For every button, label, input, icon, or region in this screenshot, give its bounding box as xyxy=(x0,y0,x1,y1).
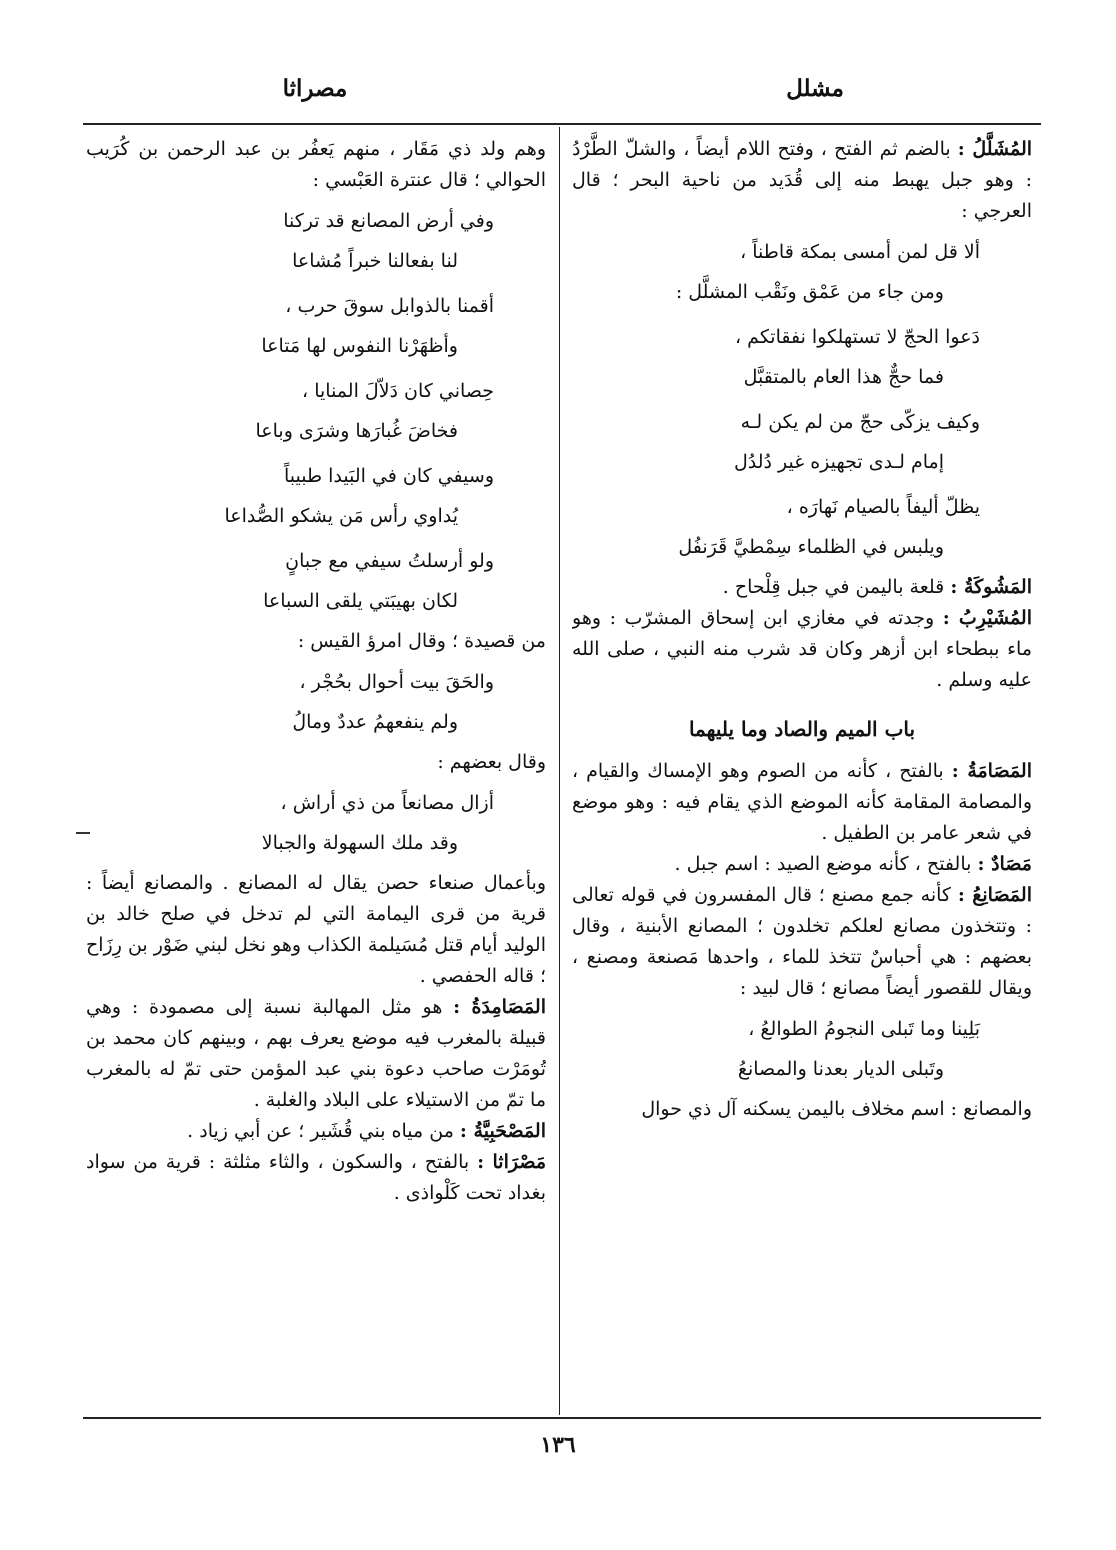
verse-first-hemistich: دَعوا الحجّ لا تستهلكوا نفقاتكم ، xyxy=(735,326,980,348)
dictionary-entry xyxy=(572,134,1032,227)
verse-first-hemistich: أزال مصانعاً من ذي أراش ، xyxy=(280,792,494,814)
verse-second-hemistich: فخاضَ غُبارَها وشرَى وباعا xyxy=(255,420,458,442)
entry-headword: مَصَادٌ : xyxy=(977,853,1032,875)
verse-first-hemistich: يظلّ أليفاً بالصيام نَهارَه ، xyxy=(786,496,980,518)
dictionary-entry xyxy=(86,134,546,196)
entry-text: وقال بعضهم : xyxy=(437,751,546,773)
entry-headword: المَصَانِعُ : xyxy=(957,884,1032,906)
dictionary-entry xyxy=(86,747,546,778)
entry-text: كأنه جمع مصنع ؛ قال المفسرون في قوله تعالى : وتتخذون مصانع لعلكم تخلدون ؛ المصانع الأبنية ، وقال بعضهم : هي أحباسٌ تتخذ للماء ، واحدها مَصنعة ومصنع ، ويقال للقصور أيضاً مصانع ؛ قال لبيد : xyxy=(572,884,1032,999)
entry-headword: المَشُوكَةُ : xyxy=(950,576,1032,598)
verse-first-hemistich: حِصاني كان دَلاّلَ المنايا ، xyxy=(302,380,494,402)
verse-second-hemistich: وقد ملك السهولة والجبالا xyxy=(261,832,458,854)
entry-text: والمصانع : اسم مخلاف باليمن يسكنه آل ذي حوال xyxy=(641,1098,1032,1120)
top-rule xyxy=(83,123,1041,125)
entry-headword: المَصَامَةُ : xyxy=(951,760,1032,782)
dictionary-entry xyxy=(86,1147,546,1209)
running-head-left: مصراثا xyxy=(282,75,348,102)
poem-verse xyxy=(86,286,546,366)
entry-headword: المُشَلَّلُ : xyxy=(957,138,1032,160)
verse-second-hemistich: لكان بهيبَتي يلقى السباعا xyxy=(263,590,458,612)
entry-text: قلعة باليمن في جبل قِلْحاح . xyxy=(722,576,945,598)
verse-second-hemistich: فما حجٌّ هذا العام بالمتقبَّل xyxy=(743,366,944,388)
poem-verse xyxy=(86,201,546,281)
verse-second-hemistich: ويلبس في الظلماء سِمْطيَّ قَرَنفُل xyxy=(678,536,944,558)
entry-text: بالفتح ، والسكون ، والثاء مثلثة : قرية من سواد بغداد تحت كَلْواذى . xyxy=(86,1151,546,1204)
right-column xyxy=(572,130,1032,1410)
dictionary-entry xyxy=(572,572,1032,603)
verse-first-hemistich: وسيفي كان في البَيدا طبيباً xyxy=(283,465,494,487)
dictionary-entry xyxy=(572,849,1032,880)
entry-text: وبأعمال صنعاء حصن يقال له المصانع . والمصانع أيضاً : قرية من قرى اليمامة التي لم تدخل في صلح خالد بن الوليد أيام قتل مُسَيلمة الكذاب وهو نخل لبني ضَوْر بن رِزَاح ؛ قاله الحفصي . xyxy=(86,872,546,987)
verse-first-hemistich: وكيف يزكّى حجّ من لم يكن لـه xyxy=(740,411,980,433)
dictionary-entry xyxy=(572,603,1032,696)
entry-text: بالفتح ، كأنه موضع الصيد : اسم جبل . xyxy=(674,853,972,875)
poem-verse xyxy=(86,371,546,451)
poem-verse xyxy=(86,783,546,863)
entry-headword: المَصْحَبِيَّةُ : xyxy=(459,1120,546,1142)
verse-first-hemistich: بَلِينا وما تَبلى النجومُ الطوالعُ ، xyxy=(748,1018,980,1040)
poem-verse xyxy=(86,662,546,742)
running-head-right: مشلل xyxy=(786,75,844,102)
entry-headword: مَصْرَاثا : xyxy=(477,1151,546,1173)
verse-second-hemistich: يُداوي رأس مَن يشكو الصُّداعا xyxy=(224,505,458,527)
verse-first-hemistich: وفي أرض المصانع قد تركنا xyxy=(283,210,494,232)
entry-headword: المُشَيْرِبُ : xyxy=(942,607,1032,629)
entry-text: هو مثل المهالبة نسبة إلى مصمودة : وهي قبيلة بالمغرب فيه موضع يعرف بهم ، وبينهم كان محمد بن تُومَرْت صاحب دعوة بني عبد المؤمن حتى تمّ له بالمغرب ما تمّ من الاستيلاء على البلاد والغلبة . xyxy=(86,996,546,1111)
entry-text: وهم ولد ذي مَقَار ، منهم يَعفُر بن عبد الرحمن بن كُرَيب الحوالي ؛ قال عنترة العَبْسي : xyxy=(86,138,546,191)
column-divider xyxy=(559,127,560,1415)
verse-second-hemistich: لنا بفعالنا خبراً مُشاعا xyxy=(292,250,458,272)
verse-first-hemistich: ولو أرسلتُ سيفي مع جبانٍ xyxy=(285,550,494,572)
verse-second-hemistich: إمام لـدى تجهيزه غير دُلدُل xyxy=(733,451,944,473)
poem-verse xyxy=(572,317,1032,397)
poem-verse xyxy=(86,541,546,621)
dictionary-entry xyxy=(572,880,1032,1004)
entry-text: بالفتح ، كأنه من الصوم وهو الإمساك والقيام ، والمصامة المقامة كأنه الموضع الذي يقام فيه : وهو موضع في شعر عامر بن الطفيل . xyxy=(572,760,1032,844)
verse-second-hemistich: ومن جاء من عَمْق ونَقْب المشلَّل : xyxy=(675,281,944,303)
dictionary-entry xyxy=(86,626,546,657)
dictionary-entry xyxy=(86,1116,546,1147)
entry-text: بالضم ثم الفتح ، وفتح اللام أيضاً ، والشلّ الطَّرْدُ : وهو جبل يهبط منه إلى قُدَيد من ناحية البحر ؛ قال العرجي : xyxy=(572,138,1032,222)
page-number: ١٣٦ xyxy=(540,1432,576,1458)
dictionary-entry xyxy=(572,756,1032,849)
poem-verse xyxy=(572,402,1032,482)
verse-second-hemistich: وأظهَرْنا النفوس لها مَتاعا xyxy=(261,335,458,357)
poem-verse xyxy=(572,232,1032,312)
entry-headword: المَصَامِدَةُ : xyxy=(453,996,546,1018)
verse-second-hemistich: وتَبلى الديار بعدنا والمصانعُ xyxy=(737,1058,944,1080)
dictionary-entry xyxy=(86,868,546,992)
poem-verse xyxy=(572,1009,1032,1089)
bottom-rule xyxy=(83,1417,1041,1419)
section-title: باب الميم والصاد وما يليهما xyxy=(688,717,916,741)
verse-second-hemistich: ولم ينفعهمُ عددٌ ومالُ xyxy=(292,711,458,733)
dictionary-entry xyxy=(86,992,546,1116)
entry-text: من مياه بني قُشَير ؛ عن أبي زياد . xyxy=(187,1120,454,1142)
entry-text: من قصيدة ؛ وقال امرؤ القيس : xyxy=(297,630,546,652)
dictionary-entry xyxy=(572,1094,1032,1125)
left-column xyxy=(86,130,546,1410)
verse-first-hemistich: أقمنا بالذوابل سوقَ حرب ، xyxy=(285,295,494,317)
entry-text: وجدته في مغازي ابن إسحاق المشرّب : وهو ماء ببطحاء ابن أزهر وكان قد شرب منه النبي ، صلى الله عليه وسلم . xyxy=(572,607,1032,691)
poem-verse xyxy=(572,487,1032,567)
verse-first-hemistich: ألا قل لمن أمسى بمكة قاطناً ، xyxy=(740,241,980,263)
poem-verse xyxy=(86,456,546,536)
verse-first-hemistich: والحَقَ بيت أحوال بحُجْر ، xyxy=(299,671,494,693)
